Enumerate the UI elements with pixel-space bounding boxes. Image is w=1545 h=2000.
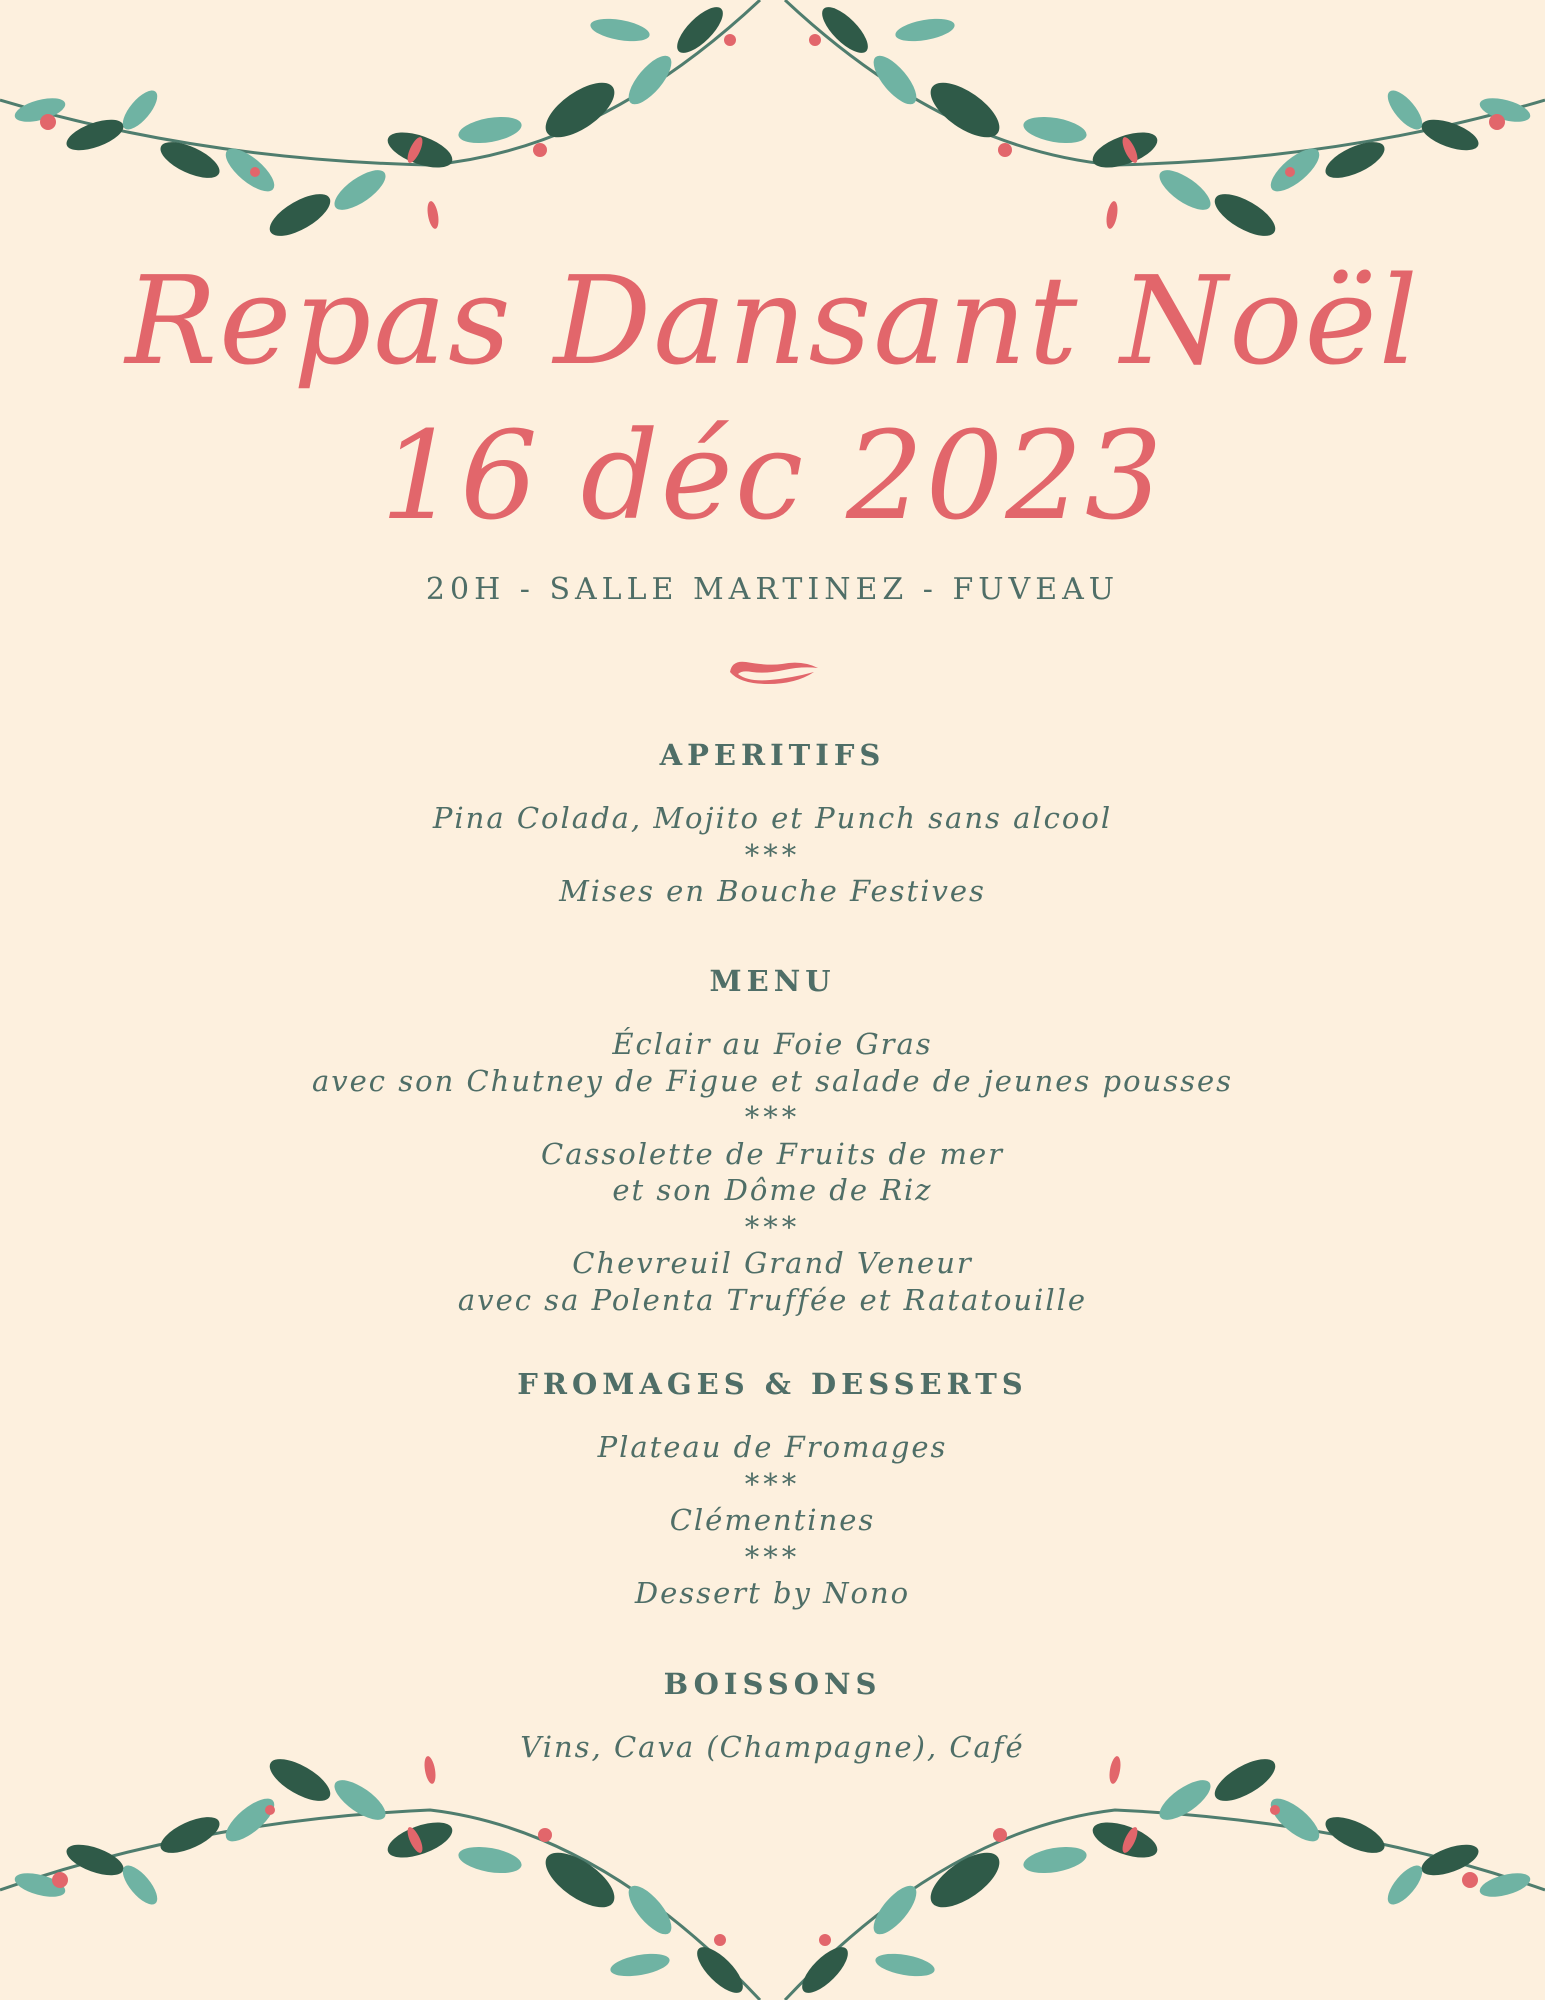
event-title: Repas Dansant Noël <box>125 250 1420 392</box>
bottom-garland-decoration <box>0 1740 1545 2000</box>
top-garland-decoration <box>0 0 1545 250</box>
menu-line: Plateau de Fromages <box>597 1430 948 1464</box>
flourish-divider-icon <box>722 652 824 686</box>
event-date: 16 déc 2023 <box>380 405 1165 547</box>
separator: *** <box>744 837 801 872</box>
menu-line: Chevreuil Grand Veneur <box>572 1246 973 1280</box>
menu-line: Dessert by Nono <box>634 1576 911 1610</box>
section-menu <box>0 964 1545 1318</box>
section-aperitifs <box>0 738 1545 910</box>
section-heading: MENU <box>709 964 836 998</box>
section-heading: APERITIFS <box>659 738 886 772</box>
separator: *** <box>744 1209 801 1244</box>
separator: *** <box>744 1100 801 1134</box>
section-fromages-desserts <box>0 1367 1545 1612</box>
menu-line: avec son Chutney de Figue et salade de jeunes pousses <box>311 1063 1234 1098</box>
menu-line: Cassolette de Fruits de mer <box>541 1136 1004 1171</box>
menu-line: Vins, Cava (Champagne), Café <box>520 1730 1025 1764</box>
menu-line: Clémentines <box>669 1503 876 1537</box>
section-heading: BOISSONS <box>663 1667 882 1701</box>
menu-line: Mises en Bouche Festives <box>559 874 986 908</box>
event-location: 20H - SALLE MARTINEZ - FUVEAU <box>425 572 1120 607</box>
menu-line: Éclair au Foie Gras <box>612 1027 933 1061</box>
menu-line: et son Dôme de Riz <box>612 1173 933 1207</box>
menu-line: avec sa Polenta Truffée et Ratatouille <box>457 1282 1088 1317</box>
separator: *** <box>744 1539 801 1574</box>
section-heading: FROMAGES & DESSERTS <box>517 1367 1028 1401</box>
separator: *** <box>744 1466 801 1501</box>
menu-line: Pina Colada, Mojito et Punch sans alcool <box>432 801 1113 835</box>
